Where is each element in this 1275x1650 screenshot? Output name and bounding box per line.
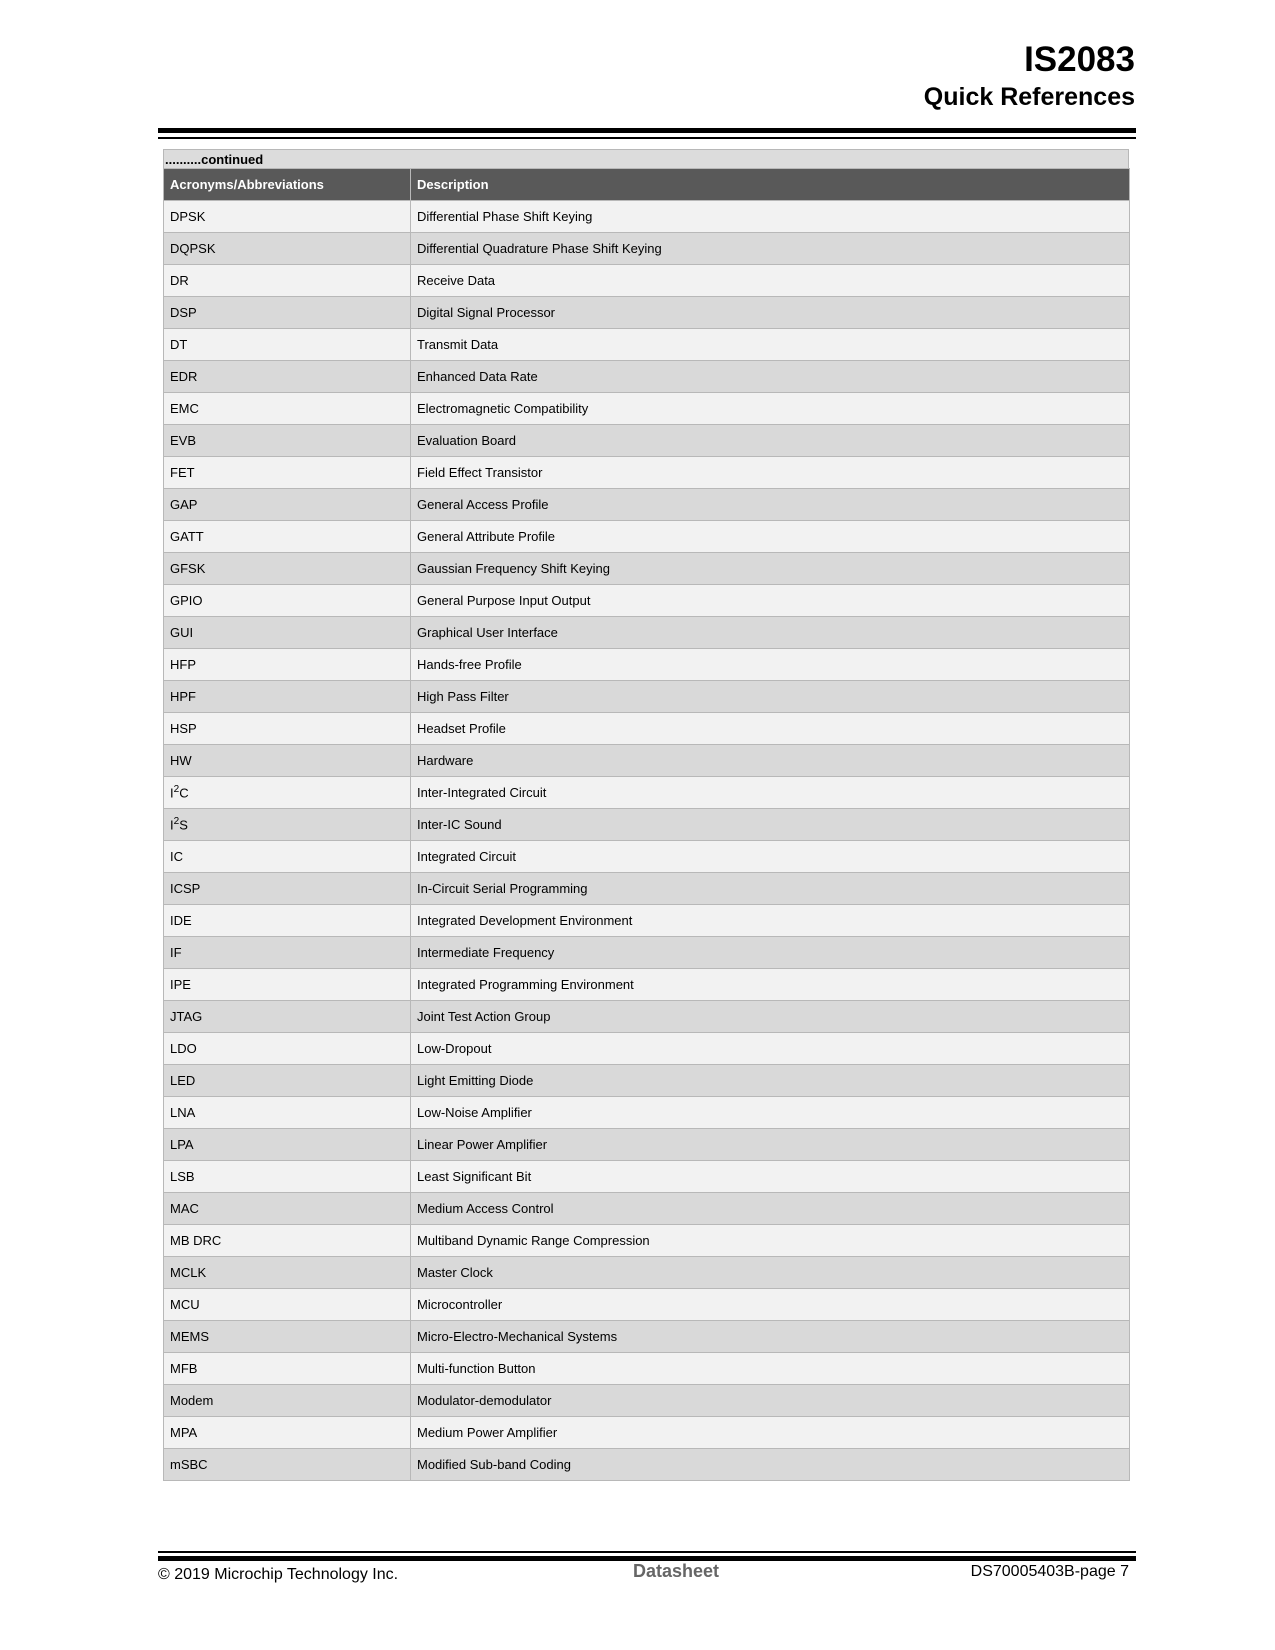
description-cell: Medium Power Amplifier bbox=[411, 1417, 1130, 1449]
description-cell: Micro-Electro-Mechanical Systems bbox=[411, 1321, 1130, 1353]
table-row bbox=[164, 1385, 1130, 1417]
acronym-cell: GATT bbox=[164, 521, 411, 553]
acronym-cell: MPA bbox=[164, 1417, 411, 1449]
table-row bbox=[164, 905, 1130, 937]
table-row bbox=[164, 1193, 1130, 1225]
acronym-cell: DSP bbox=[164, 297, 411, 329]
description-cell: Headset Profile bbox=[411, 713, 1130, 745]
description-cell: High Pass Filter bbox=[411, 681, 1130, 713]
table-row bbox=[164, 425, 1130, 457]
acronym-cell: IF bbox=[164, 937, 411, 969]
acronyms-table bbox=[163, 168, 1130, 1481]
description-cell: Transmit Data bbox=[411, 329, 1130, 361]
description-cell: Least Significant Bit bbox=[411, 1161, 1130, 1193]
acronym-cell: DPSK bbox=[164, 201, 411, 233]
description-cell: Hands-free Profile bbox=[411, 649, 1130, 681]
acronym-cell: MFB bbox=[164, 1353, 411, 1385]
acronym-cell: DR bbox=[164, 265, 411, 297]
acronym-cell: MAC bbox=[164, 1193, 411, 1225]
table-body bbox=[164, 201, 1130, 1481]
column-header-acronym: Acronyms/Abbreviations bbox=[164, 169, 411, 201]
description-cell: Inter-IC Sound bbox=[411, 809, 1130, 841]
table-row bbox=[164, 201, 1130, 233]
description-cell: Enhanced Data Rate bbox=[411, 361, 1130, 393]
table-row bbox=[164, 489, 1130, 521]
table-row bbox=[164, 809, 1130, 841]
table-row bbox=[164, 1321, 1130, 1353]
acronym-cell: GUI bbox=[164, 617, 411, 649]
table-row bbox=[164, 617, 1130, 649]
description-cell: Gaussian Frequency Shift Keying bbox=[411, 553, 1130, 585]
acronym-cell: LSB bbox=[164, 1161, 411, 1193]
description-cell: Field Effect Transistor bbox=[411, 457, 1130, 489]
table-row bbox=[164, 841, 1130, 873]
footer-rule-thin bbox=[158, 1551, 1136, 1553]
header-rule-thin bbox=[158, 137, 1136, 139]
table-row bbox=[164, 297, 1130, 329]
description-cell: Light Emitting Diode bbox=[411, 1065, 1130, 1097]
acronym-cell: mSBC bbox=[164, 1449, 411, 1481]
acronym-cell: LPA bbox=[164, 1129, 411, 1161]
description-cell: Master Clock bbox=[411, 1257, 1130, 1289]
table-row bbox=[164, 329, 1130, 361]
acronym-cell: DT bbox=[164, 329, 411, 361]
table-row bbox=[164, 1257, 1130, 1289]
table-header-row bbox=[164, 169, 1130, 201]
table-row bbox=[164, 681, 1130, 713]
table-row bbox=[164, 361, 1130, 393]
description-cell: Modified Sub-band Coding bbox=[411, 1449, 1130, 1481]
footer-page-id: DS70005403B-page 7 bbox=[970, 1563, 1129, 1580]
acronym-cell: IDE bbox=[164, 905, 411, 937]
description-cell: Electromagnetic Compatibility bbox=[411, 393, 1130, 425]
table-row bbox=[164, 457, 1130, 489]
description-cell: Evaluation Board bbox=[411, 425, 1130, 457]
description-cell: Multiband Dynamic Range Compression bbox=[411, 1225, 1130, 1257]
table-row bbox=[164, 1289, 1130, 1321]
description-cell: Low-Dropout bbox=[411, 1033, 1130, 1065]
description-cell: Integrated Development Environment bbox=[411, 905, 1130, 937]
acronym-cell: LDO bbox=[164, 1033, 411, 1065]
acronym-cell: HPF bbox=[164, 681, 411, 713]
acronym-cell: EDR bbox=[164, 361, 411, 393]
section-title: Quick References bbox=[923, 83, 1135, 111]
table-row bbox=[164, 393, 1130, 425]
table-row bbox=[164, 969, 1130, 1001]
table-row bbox=[164, 1161, 1130, 1193]
table-row bbox=[164, 1449, 1130, 1481]
column-header-description: Description bbox=[411, 169, 1130, 201]
description-cell: In-Circuit Serial Programming bbox=[411, 873, 1130, 905]
table-row bbox=[164, 873, 1130, 905]
table-row bbox=[164, 745, 1130, 777]
table-row bbox=[164, 265, 1130, 297]
acronym-cell: MCU bbox=[164, 1289, 411, 1321]
description-cell: Inter-Integrated Circuit bbox=[411, 777, 1130, 809]
description-cell: Joint Test Action Group bbox=[411, 1001, 1130, 1033]
footer-copyright: © 2019 Microchip Technology Inc. bbox=[158, 1566, 399, 1583]
continued-label: ..........continued bbox=[163, 149, 1129, 168]
acronym-cell: HSP bbox=[164, 713, 411, 745]
description-cell: General Access Profile bbox=[411, 489, 1130, 521]
acronym-cell: EMC bbox=[164, 393, 411, 425]
table-row bbox=[164, 1129, 1130, 1161]
acronym-cell: Modem bbox=[164, 1385, 411, 1417]
acronym-cell: FET bbox=[164, 457, 411, 489]
description-cell: Integrated Programming Environment bbox=[411, 969, 1130, 1001]
table-row bbox=[164, 1417, 1130, 1449]
acronym-cell: ICSP bbox=[164, 873, 411, 905]
acronym-cell: LED bbox=[164, 1065, 411, 1097]
description-cell: Differential Quadrature Phase Shift Keying bbox=[411, 233, 1130, 265]
table-row bbox=[164, 1225, 1130, 1257]
acronym-cell: HW bbox=[164, 745, 411, 777]
acronym-cell: HFP bbox=[164, 649, 411, 681]
table-row bbox=[164, 777, 1130, 809]
header-rule-thick bbox=[158, 128, 1136, 133]
acronym-cell: GAP bbox=[164, 489, 411, 521]
description-cell: General Attribute Profile bbox=[411, 521, 1130, 553]
description-cell: Receive Data bbox=[411, 265, 1130, 297]
acronym-cell: GPIO bbox=[164, 585, 411, 617]
table-row bbox=[164, 713, 1130, 745]
table-row bbox=[164, 1033, 1130, 1065]
description-cell: Graphical User Interface bbox=[411, 617, 1130, 649]
acronym-cell: GFSK bbox=[164, 553, 411, 585]
acronym-cell: IPE bbox=[164, 969, 411, 1001]
table-row bbox=[164, 1097, 1130, 1129]
table-row bbox=[164, 1001, 1130, 1033]
table-row bbox=[164, 585, 1130, 617]
acronym-cell: IC bbox=[164, 841, 411, 873]
description-cell: Differential Phase Shift Keying bbox=[411, 201, 1130, 233]
table-row bbox=[164, 649, 1130, 681]
acronyms-table-container bbox=[163, 149, 1129, 1481]
table-row bbox=[164, 521, 1130, 553]
acronym-cell: JTAG bbox=[164, 1001, 411, 1033]
acronym-cell: MB DRC bbox=[164, 1225, 411, 1257]
description-cell: Digital Signal Processor bbox=[411, 297, 1130, 329]
acronym-cell: LNA bbox=[164, 1097, 411, 1129]
description-cell: Integrated Circuit bbox=[411, 841, 1130, 873]
acronym-cell: EVB bbox=[164, 425, 411, 457]
acronym-cell: $I^2S$ bbox=[164, 809, 411, 841]
acronym-cell: MCLK bbox=[164, 1257, 411, 1289]
description-cell: General Purpose Input Output bbox=[411, 585, 1130, 617]
description-cell: Multi-function Button bbox=[411, 1353, 1130, 1385]
acronym-cell: MEMS bbox=[164, 1321, 411, 1353]
table-row bbox=[164, 233, 1130, 265]
page-header bbox=[924, 38, 1135, 112]
table-row bbox=[164, 1353, 1130, 1385]
document-title: IS2083 bbox=[1024, 40, 1135, 79]
acronym-cell: $I^2C$ bbox=[164, 777, 411, 809]
acronym-cell: DQPSK bbox=[164, 233, 411, 265]
footer-doc-type: Datasheet bbox=[633, 1561, 720, 1581]
description-cell: Intermediate Frequency bbox=[411, 937, 1130, 969]
table-row bbox=[164, 1065, 1130, 1097]
description-cell: Medium Access Control bbox=[411, 1193, 1130, 1225]
description-cell: Microcontroller bbox=[411, 1289, 1130, 1321]
description-cell: Hardware bbox=[411, 745, 1130, 777]
table-row bbox=[164, 937, 1130, 969]
description-cell: Modulator-demodulator bbox=[411, 1385, 1130, 1417]
description-cell: Low-Noise Amplifier bbox=[411, 1097, 1130, 1129]
description-cell: Linear Power Amplifier bbox=[411, 1129, 1130, 1161]
table-row bbox=[164, 553, 1130, 585]
